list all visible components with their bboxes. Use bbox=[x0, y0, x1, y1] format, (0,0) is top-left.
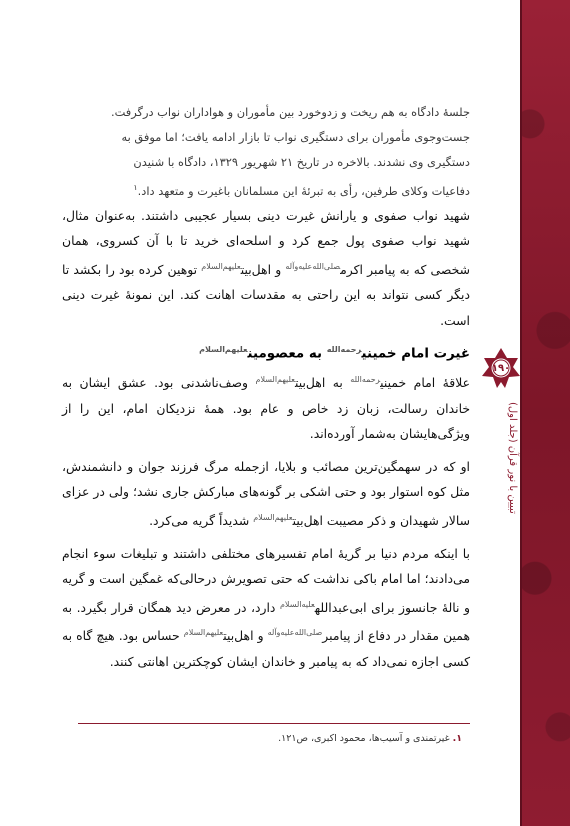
page-number: ۱۹۰ bbox=[491, 363, 511, 374]
quote-line: دستگیری وی نشدند. بالاخره در تاریخ ۲۱ شهریور ۱۳۲۹، دادگاه با شنیدن bbox=[133, 155, 470, 169]
heading-text: به معصومین bbox=[247, 346, 327, 362]
honorific-glyph: علیهم‌السلام bbox=[183, 628, 224, 638]
paragraph-grief bbox=[62, 454, 470, 533]
paragraph-love bbox=[62, 367, 470, 446]
honorific-glyph: صلی‌الله‌علیه‌وآله bbox=[285, 261, 341, 271]
paragraph-navvab bbox=[62, 203, 470, 333]
paragraph-text: دارد، در معرض دید همگان قرار بگیرد. به همین مقدار در دفاع از پیامبر bbox=[62, 599, 470, 644]
honorific-glyph: رحمه‌الله bbox=[326, 345, 362, 354]
paragraph-defense bbox=[62, 541, 470, 674]
running-title: تبیین با نور قرآن (جلد اول) bbox=[507, 402, 518, 514]
quote-line: جست‌وجوی مأموران برای دستگیری نواب تا بازار ادامه یافت؛ اما موفق به bbox=[121, 130, 470, 144]
honorific-glyph: علیه‌السلام bbox=[279, 599, 315, 609]
paragraph-text: به اهل‌بیت bbox=[294, 375, 351, 391]
footnote-reference[interactable]: ۱ bbox=[133, 183, 138, 192]
footnote bbox=[62, 731, 462, 747]
paragraph-text: شهید نواب صفوی و یارانش غیرت دینی بسیار عجیبی داشتند. به‌عنوان مثال، شهید نواب صفوی پول جمع کرد و اسلحه‌ای خرید تا با آن کسروی، همان شخصی که به پیامبر اکرم bbox=[62, 208, 470, 277]
heading-text: غیرت امام خمینی bbox=[361, 346, 470, 362]
footnote-divider bbox=[78, 723, 470, 724]
section-heading bbox=[62, 339, 470, 365]
paragraph-text: و اهل‌بیت bbox=[240, 261, 286, 277]
quote-line: جلسهٔ دادگاه به هم ریخت و زدوخورد بین مأموران و هواداران نواب درگرفت. bbox=[110, 105, 470, 119]
honorific-glyph: علیهم‌السلام bbox=[199, 345, 248, 354]
footnote-text: غیرتمندی و آسیب‌ها، محمود اکبری، ص۱۲۱. bbox=[278, 733, 450, 744]
quote-line bbox=[62, 175, 470, 204]
honorific-glyph: رحمه‌الله bbox=[350, 375, 381, 384]
paragraph-text: او که در سهمگین‌ترین مصائب و بلایا، ازجمله مرگ فرزند جوان و دانشمندش، مثل کوه استوار بود و حتی اشکی بر گونه‌های مبارکش جاری نشد؛ ولی در عزای سالار شهیدان و ذکر مصیبت اهل‌بیت bbox=[62, 459, 470, 528]
decorative-margin-band bbox=[520, 0, 570, 826]
quoted-passage bbox=[62, 100, 470, 204]
honorific-glyph: صلی‌الله‌علیه‌وآله bbox=[267, 628, 323, 638]
paragraph-text: علاقهٔ امام خمینی bbox=[380, 375, 470, 391]
paragraph-text: توهین کرده بود را بکشد تا دیگر کسی نتواند به این راحتی به مقدسات اهانت کند. این نمونهٔ غیرت دینی است. bbox=[62, 261, 470, 328]
honorific-glyph: علیهم‌السلام bbox=[253, 512, 293, 522]
paragraph-text: با اینکه مردم دنیا بر گریهٔ امام تفسیرهای مختلفی داشتند و تبلیغات سوء انجام می‌دادند؛ اما امام باکی نداشت که حتی تصویرش درحالی‌که غمگین است و گریه و نالهٔ جانسوز برای ابی‌عبدالله bbox=[62, 546, 471, 615]
honorific-glyph: علیهم‌السلام bbox=[255, 375, 295, 384]
honorific-glyph: علیهم‌السلام bbox=[201, 261, 241, 271]
footnote-number: ۱. bbox=[452, 733, 462, 744]
paragraph-text: و اهل‌بیت bbox=[223, 628, 268, 644]
paragraph-text: حساس بود. هیچ گاه به کسی اجازه نمی‌داد که به پیامبر و خاندان ایشان کوچکترین اهانتی کنند. bbox=[62, 628, 470, 669]
paragraph-text: شدیداً گریه می‌کرد. bbox=[149, 512, 254, 528]
quote-line-text: دفاعیات وکلای طرفین، رأی به تبرئهٔ این مسلمانان باغیرت و متعهد داد. bbox=[137, 183, 470, 198]
paragraph-text: وصف‌ناشدنی بود. عشق ایشان به خاندان رسالت، زبان زد خاص و عام بود. همهٔ نزدیکان امام، این را از ویژگی‌هایشان به‌شمار آورده‌اند. bbox=[62, 375, 470, 441]
margin-band-edge bbox=[520, 0, 522, 826]
